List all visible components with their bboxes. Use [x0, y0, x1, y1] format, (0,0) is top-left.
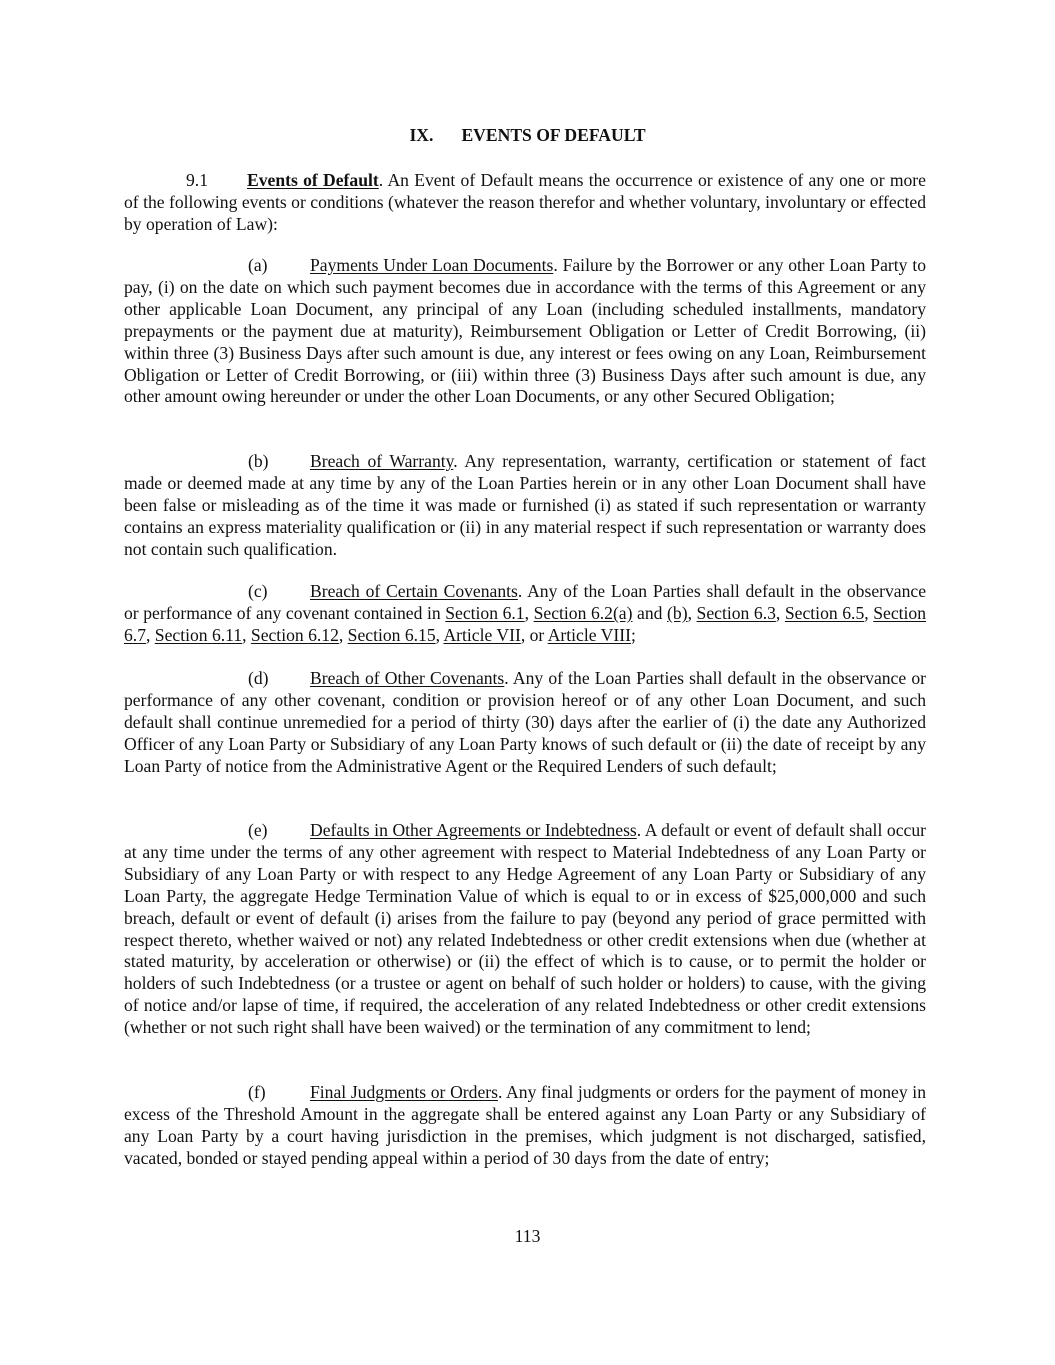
separator: , [864, 602, 874, 623]
item-f-letter: (f) [248, 1082, 266, 1102]
section-ref-link: Section 6.5 [784, 602, 865, 623]
item-b-letter: (b) [248, 451, 269, 471]
separator: , [524, 602, 534, 623]
section-ref-link: Section 6.7 [124, 602, 927, 645]
section-ref-link: Section 6.15 [347, 624, 436, 645]
section-ref-link: Article VII [443, 624, 521, 645]
section-9-1-paragraph [124, 170, 926, 236]
section-heading: Events of Default [247, 170, 379, 190]
item-b-caption: Breach of Warranty [310, 451, 454, 471]
item-a-paragraph [124, 255, 926, 408]
item-d-paragraph [124, 668, 926, 778]
item-d-caption: Breach of Other Covenants [310, 668, 505, 688]
item-f-paragraph [124, 1082, 926, 1170]
item-a-body: . Failure by the Borrower or any other Loan Party to pay, (i) on the date on which such payment becomes due in accordance with the terms of this Agreement or any other applicable Loan Document, any principal of any Loan (including scheduled installments, mandatory prepayments or the payment due at maturity), Reimbursement Obligation or Letter of Credit Borrowing, (ii) within three (3) Business Days after such amount is due, any interest or fees owing on any Loan, Reimbursement Obligation or Letter of Credit Borrowing, or (iii) within three (3) Business Days after such amount is due, any other amount owing hereunder or under the other Loan Documents, or any other Secured Obligation; [124, 255, 927, 407]
item-c-letter: (c) [248, 581, 268, 601]
item-c-caption: Breach of Certain Covenants [310, 581, 518, 601]
item-f-body: . Any final judgments or orders for the payment of money in excess of the Threshold Amount in the aggregate shall be entered against any Loan Party or any Subsidiary of any Loan Party by a court having jurisdiction in the premises, which judgment is not discharged, satisfied, vacated, bonded or stayed pending appeal within a period of 30 days from the date of entry; [124, 1082, 926, 1168]
section-ref-link: Section 6.11 [154, 624, 243, 645]
separator: and [632, 602, 668, 623]
section-ref-link: Article VIII [547, 624, 631, 645]
item-f-caption: Final Judgments or Orders [310, 1082, 498, 1102]
article-title: EVENTS OF DEFAULT [461, 125, 646, 145]
separator: , [338, 624, 348, 645]
separator: , [435, 624, 444, 645]
separator: , [242, 624, 251, 645]
section-ref-link: (b) [667, 602, 688, 623]
separator: , or [520, 624, 548, 645]
section-ref-link: Section 6.2(a) [533, 602, 633, 623]
section-number: 9.1 [186, 170, 208, 190]
item-b-paragraph [124, 451, 926, 561]
section-body: . An Event of Default means the occurrence or existence of any one or more of the following events or conditions (whatever the reason therefor and whether voluntary, involuntary or effected by operation of Law): [124, 170, 926, 234]
separator: , [687, 602, 697, 623]
item-d-body: . Any of the Loan Parties shall default in the observance or performance of any other covenant, condition or provision hereof or of any other Loan Document, and such default shall continue unremedied for a period of thirty (30) days after the earlier of (i) the date any Authorized Officer of any Loan Party or Subsidiary of any Loan Party knows of such default or (ii) the date of receipt by any Loan Party of notice from the Administrative Agent or the Required Lenders of such default; [124, 668, 926, 776]
item-c-body: . Any of the Loan Parties shall default in the observance or performance of any covenant contained in [124, 581, 927, 623]
separator: , [146, 624, 155, 645]
section-ref-link: Section 6.3 [696, 602, 776, 623]
item-e-letter: (e) [248, 820, 268, 840]
section-ref-link: Section 6.1 [445, 602, 525, 623]
item-c-paragraph [124, 581, 926, 647]
item-d-letter: (d) [248, 668, 269, 688]
page-number: 113 [514, 1226, 541, 1246]
article-number: IX. [409, 125, 434, 145]
item-e-caption: Defaults in Other Agreements or Indebtedness [310, 820, 637, 840]
separator: , [775, 602, 785, 623]
item-a-caption: Payments Under Loan Documents [310, 255, 554, 275]
article-heading [0, 125, 1055, 147]
section-ref-link: Section 6.12 [250, 624, 339, 645]
item-e-body: . A default or event of default shall occur at any time under the terms of any other agreement with respect to Material Indebtedness of any Loan Party or Subsidiary of any Loan Party or with respect to any Hedge Agreement of any Loan Party or Subsidiary of any Loan Party, the aggregate Hedge Termination Value of which is equal to or in excess of $25,000,000 and such breach, default or event of default (i) arises from the failure to pay (beyond any period of grace permitted with respect thereto, whether waived or not) any related Indebtedness or other credit extensions when due (whether at stated maturity, by acceleration or otherwise) or (ii) the effect of which is to cause, or to permit the holder or holders of such Indebtedness (or a trustee or agent on behalf of such holder or holders) to cause, with the giving of notice and/or lapse of time, if required, the acceleration of any related Indebtedness or other credit extensions (whether or not such right shall have been waived) or the termination of any commitment to lend; [124, 820, 926, 1038]
item-e-paragraph [124, 820, 926, 1039]
item-a-letter: (a) [248, 255, 268, 275]
separator: ; [630, 624, 636, 645]
item-b-body: . Any representation, warranty, certification or statement of fact made or deemed made at any time by any of the Loan Parties herein or in any other Loan Document shall have been false or misleading as of the time it was made or furnished (i) as stated if such representation or warranty contains an express materiality qualification or (ii) in any material respect if such representation or warranty does not contain such qualification. [124, 451, 926, 559]
